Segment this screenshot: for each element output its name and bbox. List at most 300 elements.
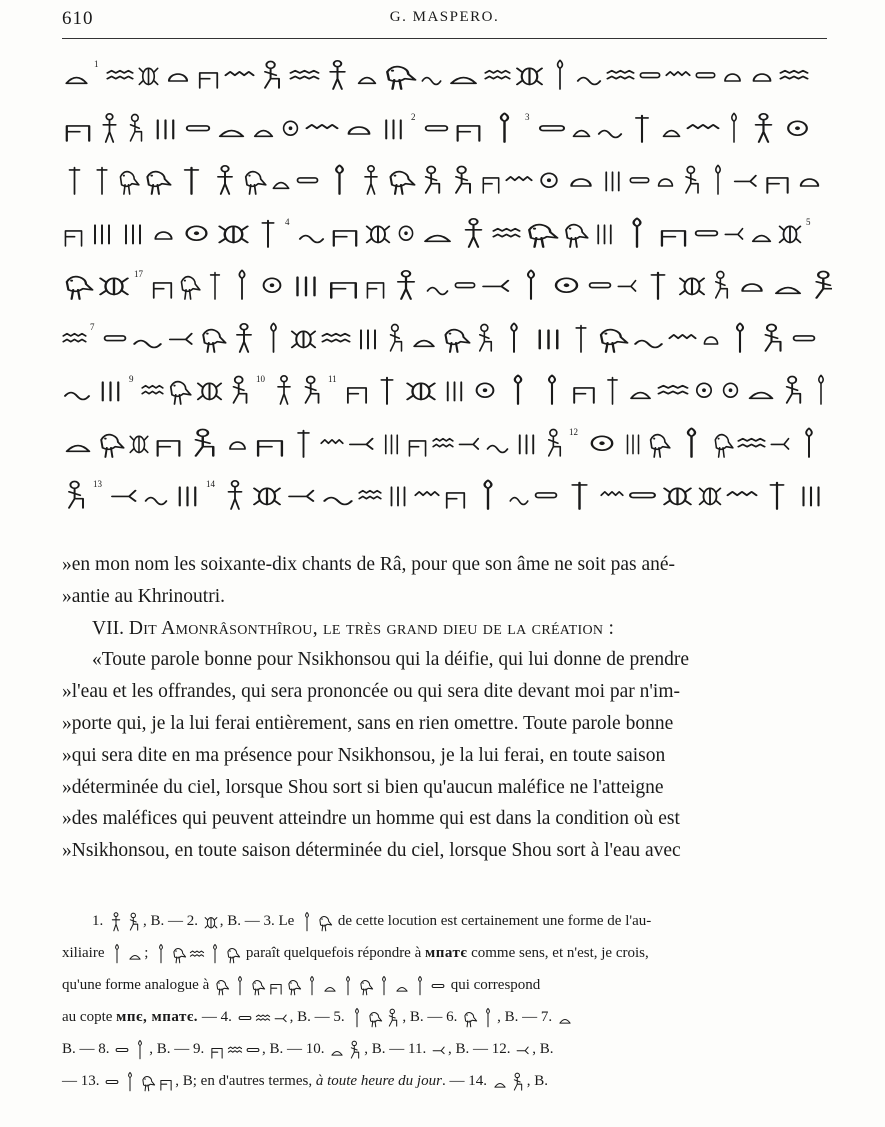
hieroglyph-sign	[728, 492, 757, 495]
hieroglyph-sign	[67, 277, 93, 299]
hieroglyph-icon	[285, 975, 303, 997]
hieroglyph-sign	[70, 168, 80, 194]
hieroglyph-icon	[479, 1007, 497, 1029]
hieroglyph-block	[62, 55, 832, 525]
hieroglyph-sign	[271, 323, 276, 352]
hieroglyph-sign	[540, 125, 564, 130]
hieroglyph-sign	[456, 166, 470, 192]
hieroglyph-sign	[120, 172, 138, 194]
hieroglyph-sign	[386, 120, 401, 138]
footnote-text: qui correspond	[446, 977, 541, 993]
hieroglyph-icon	[208, 1039, 226, 1061]
hieroglyph-sign	[350, 438, 373, 448]
footnotes	[62, 905, 832, 1097]
hieroglyph-sign	[477, 383, 494, 397]
hieroglyph-sign	[426, 166, 440, 192]
hieroglyph-line	[62, 160, 832, 200]
hieroglyph-icon	[514, 1039, 532, 1061]
hieroglyph-sign	[359, 78, 376, 84]
footnote-line	[62, 969, 832, 1001]
hieroglyph-sign	[298, 430, 309, 456]
footnote-italic: à toute heure du jour	[315, 1073, 442, 1089]
body-line: »en mon nom les soixante-dix chants de Râ, pour que son âme ne soit pas ané-	[62, 554, 676, 575]
hieroglyph-sign	[806, 428, 812, 457]
hieroglyph-icon	[113, 1039, 131, 1061]
hieroglyph-sign	[65, 393, 89, 400]
hieroglyph-sign	[753, 235, 771, 241]
hieroglyph-sign	[422, 78, 440, 85]
coptic-word: мпє, мпатє.	[116, 1009, 199, 1025]
hieroglyph-sign	[696, 73, 714, 78]
footnote-text: , B. — 9.	[149, 1041, 209, 1057]
hieroglyph-sign	[409, 440, 425, 455]
hieroglyph-line	[62, 318, 832, 358]
hieroglyph-sign	[590, 283, 611, 288]
footnote-text: . — 14.	[441, 1073, 491, 1089]
hieroglyph-icon	[121, 1071, 139, 1093]
hieroglyph-icon	[139, 1071, 157, 1093]
hieroglyph-sign	[460, 438, 479, 448]
hieroglyph-sign	[688, 124, 719, 127]
hieroglyph-sign	[426, 125, 448, 130]
hieroglyph-icon	[491, 1071, 509, 1093]
hieroglyph-sign	[386, 435, 398, 453]
inline-note-number: 13	[93, 479, 102, 489]
hieroglyph-sign	[598, 225, 611, 243]
hieroglyph-sign	[817, 271, 833, 297]
hieroglyph-sign	[634, 218, 641, 247]
hieroglyph-sign	[725, 74, 740, 81]
hieroglyph-sign	[754, 74, 771, 81]
body-line: »Nsikhonsou, en toute saison déterminée du ciel, lorsque Shou sort à l'eau avec	[62, 840, 681, 862]
inline-note-number: 12	[569, 426, 578, 437]
hieroglyph-sign	[664, 488, 690, 504]
hieroglyph-sign	[680, 278, 704, 294]
hieroglyph-sign	[307, 124, 338, 127]
hieroglyph-sign	[573, 483, 587, 509]
hieroglyph-sign	[381, 378, 392, 404]
hieroglyph-sign	[196, 429, 214, 455]
body-line: »porte qui, je la lui ferai entièrement, sans en rien omettre. Toute parole bonne	[62, 712, 674, 734]
hieroglyph-sign	[391, 172, 415, 194]
hieroglyph-sign	[323, 333, 350, 341]
footnote-line	[62, 905, 832, 937]
hieroglyph-sign	[265, 61, 279, 87]
footnote-text: , B. — 6.	[402, 1009, 462, 1025]
hieroglyph-sign	[284, 121, 298, 135]
hieroglyph-icon	[231, 975, 249, 997]
footnote-text: , B; en d'autres termes,	[175, 1073, 316, 1089]
footnote-text: , B. — 2.	[143, 913, 202, 929]
hieroglyph-sign	[732, 113, 736, 142]
hieroglyph-icon	[244, 1039, 262, 1061]
hieroglyph-sign	[211, 273, 220, 299]
hieroglyph-sign	[688, 428, 695, 457]
footnote-line	[62, 1033, 832, 1065]
hieroglyph-sign	[738, 438, 764, 446]
hieroglyph-sign	[334, 230, 356, 245]
page-number: 610	[62, 8, 94, 29]
hieroglyph-sign	[391, 324, 402, 350]
hieroglyph-sign	[541, 173, 557, 187]
hieroglyph-sign	[298, 277, 315, 295]
hieroglyph-icon	[107, 911, 125, 933]
hieroglyph-icon	[348, 1007, 366, 1029]
hieroglyph-sign	[103, 382, 119, 400]
hieroglyph-icon	[411, 975, 429, 997]
footnote-text: au copte	[62, 1009, 117, 1025]
hieroglyph-sign	[529, 224, 557, 246]
hieroglyph-sign	[234, 376, 247, 402]
hieroglyph-sign	[640, 73, 659, 78]
footnote-line	[62, 1065, 832, 1097]
hieroglyph-icon	[213, 975, 231, 997]
hieroglyph-sign	[756, 113, 772, 141]
hieroglyph-sign	[105, 335, 126, 340]
hieroglyph-sign	[198, 383, 221, 399]
body-line: »des maléfices qui peuvent atteindre un homme qui est dans la condition où est	[62, 808, 680, 830]
body-line: »antie au Khrinoutri.	[62, 585, 225, 607]
hieroglyph-sign	[601, 492, 623, 495]
hieroglyph-sign	[716, 165, 720, 194]
hieroglyph-icon	[303, 975, 321, 997]
hieroglyph-sign	[185, 168, 198, 194]
hieroglyph-line	[62, 265, 832, 305]
hieroglyph-sign	[651, 434, 670, 456]
footnote-text: paraît quelquefois répondre à	[242, 945, 425, 961]
hieroglyph-sign	[724, 383, 738, 397]
hieroglyph-sign	[794, 335, 815, 340]
hieroglyph-icon	[131, 1039, 149, 1061]
hieroglyph-sign	[592, 436, 612, 450]
hieroglyph-icon	[206, 943, 224, 965]
hieroglyph-sign	[428, 288, 448, 295]
hieroglyph-icon	[321, 975, 339, 997]
hieroglyph-icon	[328, 1039, 346, 1061]
hieroglyph-sign	[517, 68, 542, 84]
hieroglyph-sign	[737, 323, 743, 352]
hieroglyph-sign	[606, 172, 619, 190]
hieroglyph-sign	[635, 340, 661, 347]
hieroglyph-icon	[272, 1007, 290, 1029]
hieroglyph-sign	[254, 488, 280, 504]
hieroglyph-sign	[536, 493, 557, 498]
hieroglyph-icon	[254, 1007, 272, 1029]
hieroglyph-sign	[97, 168, 107, 194]
hieroglyph-sign	[298, 178, 318, 183]
hieroglyph-line	[62, 423, 832, 463]
hieroglyph-sign	[493, 228, 519, 236]
hieroglyph-sign	[414, 340, 434, 346]
header-rule	[62, 38, 827, 39]
hieroglyph-sign	[574, 388, 594, 403]
hieroglyph-sign	[367, 283, 383, 298]
inline-note-number: 2	[411, 111, 416, 122]
hieroglyph-icon	[384, 1007, 402, 1029]
hieroglyph-icon	[298, 911, 316, 933]
hieroglyph-icon	[430, 1039, 448, 1061]
hieroglyph-sign	[200, 73, 218, 88]
hieroglyph-sign	[246, 172, 266, 194]
hieroglyph-sign	[485, 480, 492, 509]
hieroglyph-sign	[715, 434, 733, 456]
hieroglyph-sign	[780, 226, 801, 242]
hieroglyph-sign	[67, 445, 89, 451]
hieroglyph-sign	[630, 493, 655, 498]
hieroglyph-sign	[750, 393, 772, 399]
hieroglyph-line	[62, 475, 832, 515]
hieroglyph-sign	[776, 288, 800, 294]
hieroglyph-line	[62, 213, 832, 253]
hieroglyph-sign	[229, 481, 242, 509]
hieroglyph-sign	[549, 375, 555, 404]
inline-note-number: 4	[285, 216, 290, 227]
hieroglyph-sign	[324, 498, 351, 505]
hieroglyph-sign	[289, 491, 313, 501]
hieroglyph-sign	[187, 226, 207, 240]
hieroglyph-sign	[448, 382, 462, 400]
hieroglyph-sign	[666, 72, 689, 75]
hieroglyph-sign	[455, 283, 474, 288]
hieroglyph-line	[62, 108, 832, 148]
hieroglyph-sign	[451, 78, 476, 84]
hieroglyph-sign	[187, 125, 209, 130]
hieroglyph-sign	[239, 270, 244, 299]
hieroglyph-sign	[819, 375, 823, 404]
hieroglyph-sign	[686, 166, 698, 192]
hieroglyph-sign	[147, 172, 170, 194]
hieroglyph-sign	[131, 114, 142, 140]
hieroglyph-sign	[112, 491, 135, 501]
hieroglyph-icon	[224, 943, 242, 965]
hieroglyph-sign	[130, 436, 148, 452]
hieroglyph-sign	[601, 329, 627, 351]
hieroglyph-icon	[461, 1007, 479, 1029]
hieroglyph-sign	[220, 226, 248, 242]
hieroglyph-sign	[171, 382, 191, 404]
hieroglyph-sign	[359, 491, 381, 499]
footnote-line	[62, 937, 832, 969]
hieroglyph-sign	[101, 434, 123, 456]
hieroglyph-sign	[291, 71, 319, 79]
hieroglyph-sign	[787, 376, 801, 402]
body-line: »déterminée du ciel, lorsque Shou sort si bien qu'aucun maléfice ne l'atteigne	[62, 776, 664, 798]
hieroglyph-icon	[346, 1039, 364, 1061]
hieroglyph-icon	[339, 975, 357, 997]
hieroglyph-sign	[365, 166, 377, 194]
hieroglyph-icon	[226, 1039, 244, 1061]
hieroglyph-sign	[488, 445, 508, 452]
hieroglyph-sign	[556, 278, 577, 292]
hieroglyph-sign	[230, 442, 245, 449]
hieroglyph-sign	[447, 493, 465, 508]
hieroglyph-sign	[566, 224, 588, 246]
hieroglyph-sign	[631, 393, 650, 399]
hieroglyph-sign	[107, 71, 132, 79]
hieroglyph-sign	[558, 60, 563, 89]
hieroglyph-sign	[361, 330, 375, 348]
hieroglyph-sign	[663, 130, 679, 136]
hieroglyph-sign	[771, 483, 784, 509]
inline-note-number: 10	[256, 374, 265, 384]
hieroglyph-sign	[458, 125, 480, 140]
hieroglyph-sign	[528, 270, 534, 299]
hieroglyph-sign	[804, 487, 819, 505]
hieroglyph-sign	[696, 230, 718, 235]
hieroglyph-icon	[249, 975, 267, 997]
hieroglyph-sign	[273, 183, 288, 189]
hieroglyph-sign	[139, 68, 157, 84]
hieroglyph-sign	[181, 277, 199, 299]
hieroglyph-sign	[801, 179, 818, 186]
running-head: G. MASPERO.	[389, 9, 500, 25]
hieroglyph-sign	[716, 271, 728, 297]
hieroglyph-sign	[735, 176, 756, 186]
hieroglyph-line	[62, 55, 832, 95]
hieroglyph-sign	[100, 278, 127, 294]
coptic-word: мпатє	[425, 945, 468, 961]
hieroglyph-icon	[202, 911, 220, 933]
footnote-text: , B. — 11.	[364, 1041, 430, 1057]
hieroglyph-icon	[157, 1071, 175, 1093]
hieroglyph-sign	[258, 440, 282, 455]
hieroglyph-sign	[662, 230, 685, 245]
hieroglyph-sign	[169, 74, 187, 81]
inline-note-number: 11	[328, 374, 337, 384]
hieroglyph-sign	[628, 435, 639, 453]
hieroglyph-sign	[433, 438, 453, 446]
hieroglyph-sign	[255, 130, 273, 136]
hieroglyph-sign	[669, 334, 695, 337]
hieroglyph-icon	[170, 943, 188, 965]
hieroglyph-sign	[652, 273, 665, 299]
section-number: VII.	[92, 617, 129, 639]
hieroglyph-sign	[180, 487, 196, 505]
footnote-text: de cette locution est certainement une forme de l'au-	[334, 913, 652, 929]
hieroglyph-sign	[262, 220, 273, 246]
footnote-line	[62, 1001, 832, 1033]
hieroglyph-sign	[387, 67, 415, 89]
hieroglyph-sign	[511, 323, 517, 352]
hieroglyph-sign	[697, 383, 711, 397]
hieroglyph-sign	[63, 333, 86, 341]
hieroglyph-sign	[226, 72, 254, 75]
hieroglyph-sign	[506, 177, 531, 180]
hieroglyph-sign	[330, 61, 345, 89]
hieroglyph-sign	[66, 78, 86, 84]
hieroglyph-sign	[407, 383, 434, 399]
inline-note-number: 5	[806, 216, 811, 227]
hieroglyph-sign	[578, 78, 600, 85]
footnote-text: , B. — 5.	[289, 1009, 349, 1025]
hieroglyph-icon	[236, 1007, 254, 1029]
hieroglyph-icon	[509, 1071, 527, 1093]
hieroglyph-sign	[700, 488, 721, 504]
hieroglyph-sign	[306, 376, 319, 402]
hieroglyph-sign	[146, 498, 167, 505]
body-text	[62, 549, 832, 867]
hieroglyph-sign	[367, 226, 389, 242]
footnote-text: , B.	[532, 1041, 554, 1057]
hieroglyph-sign	[659, 386, 688, 394]
hieroglyph-sign	[155, 232, 171, 239]
footnote-text: , B. — 7.	[497, 1009, 556, 1025]
hieroglyph-icon	[108, 943, 126, 965]
hieroglyph-sign	[237, 323, 251, 351]
inline-note-number: 7	[90, 321, 95, 332]
hieroglyph-sign	[218, 166, 232, 194]
hieroglyph-sign	[618, 281, 635, 291]
hieroglyph-sign	[659, 179, 673, 186]
hieroglyph-icon	[103, 1071, 121, 1093]
hieroglyph-sign	[69, 481, 83, 507]
hieroglyph-sign	[483, 178, 498, 193]
hieroglyph-icon	[267, 975, 285, 997]
hieroglyph-sign	[571, 179, 590, 186]
hieroglyph-sign	[170, 333, 192, 343]
hieroglyph-sign	[781, 71, 808, 79]
hieroglyph-icon	[357, 975, 375, 997]
inline-note-number: 17	[134, 269, 143, 279]
hieroglyph-sign	[203, 329, 225, 351]
hieroglyph-sign	[630, 178, 648, 183]
footnote-text: , B. — 3. Le	[219, 913, 299, 929]
hieroglyph-icon	[188, 943, 206, 965]
hieroglyph-sign	[483, 281, 508, 291]
hieroglyph-sign	[576, 325, 586, 351]
hieroglyph-sign	[95, 225, 109, 243]
section-title: Dit Amonrâsonthîrou, le très grand dieu de la création :	[128, 617, 615, 639]
hieroglyph-icon	[125, 911, 143, 933]
hieroglyph-icon	[556, 1007, 574, 1029]
hieroglyph-sign	[771, 438, 788, 448]
hieroglyph-sign	[520, 435, 534, 453]
hieroglyph-sign	[549, 429, 561, 455]
hieroglyph-sign	[788, 121, 807, 135]
hieroglyph-sign	[321, 439, 343, 442]
hieroglyph-sign	[65, 230, 81, 245]
footnote-text: — 13.	[62, 1073, 104, 1089]
section-heading	[62, 613, 832, 645]
hieroglyph-sign	[134, 340, 160, 347]
footnote-text: , B. — 12.	[448, 1041, 515, 1057]
hieroglyph-sign	[264, 278, 281, 292]
hieroglyph-sign	[636, 115, 648, 141]
hieroglyph-icon	[429, 975, 447, 997]
hieroglyph-sign	[485, 71, 509, 79]
hieroglyph-sign	[103, 113, 116, 141]
hieroglyph-sign	[67, 125, 89, 140]
hieroglyph-icon	[375, 975, 393, 997]
hieroglyph-sign	[515, 375, 521, 404]
body-line: «Toute parole bonne pour Nsikhonsou qui la déifie, qui lui donne de prendre	[92, 649, 690, 671]
hieroglyph-line	[62, 370, 832, 410]
hieroglyph-sign	[425, 235, 450, 241]
hieroglyph-sign	[392, 487, 405, 505]
hieroglyph-icon	[126, 943, 144, 965]
hieroglyph-sign	[331, 283, 356, 298]
footnote-text: ;	[144, 945, 153, 961]
hieroglyph-sign	[704, 337, 717, 344]
hieroglyph-sign	[466, 218, 482, 246]
hieroglyph-sign	[573, 130, 589, 136]
hieroglyph-sign	[398, 271, 414, 299]
hieroglyph-sign	[399, 226, 412, 240]
hieroglyph-sign	[336, 165, 343, 194]
footnote-text: xiliaire	[62, 945, 109, 961]
footnote-text: B. — 8.	[62, 1041, 114, 1057]
hieroglyph-sign	[742, 284, 761, 291]
